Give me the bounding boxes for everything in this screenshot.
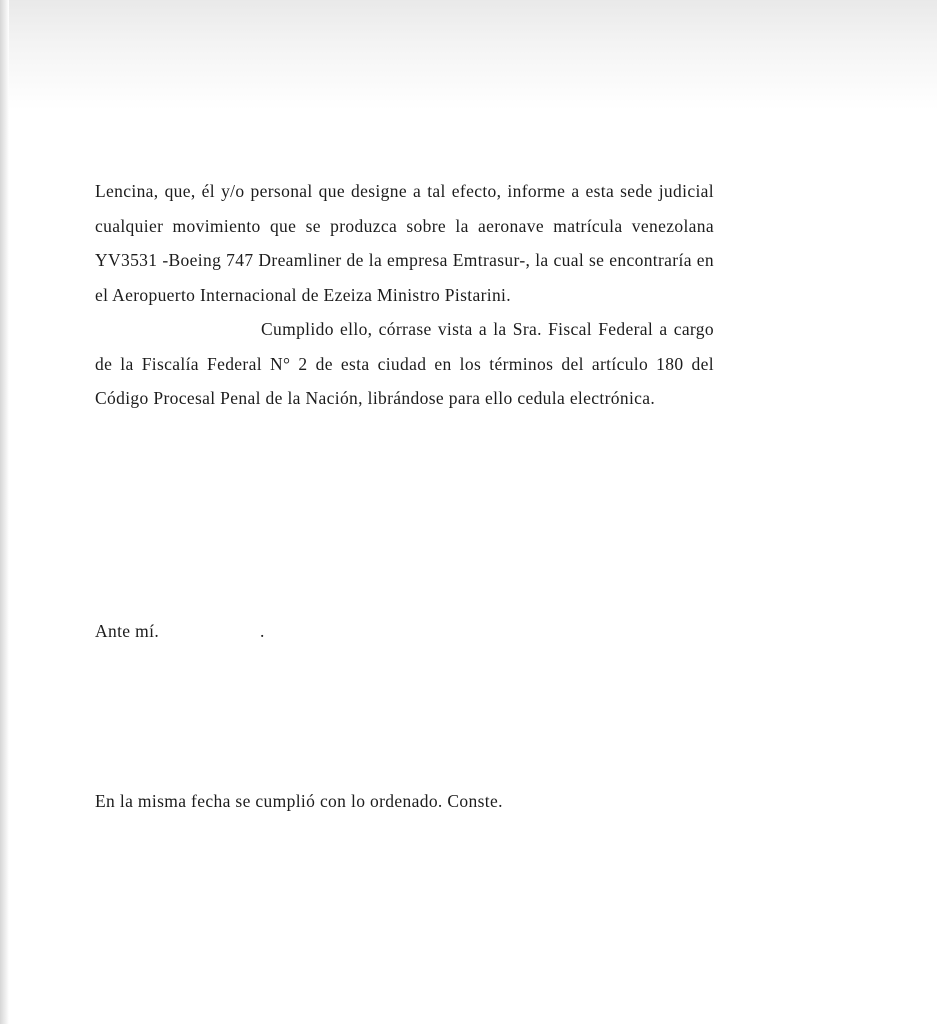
closing-statement: En la misma fecha se cumplió con lo ordenado. Conste. xyxy=(95,791,503,811)
left-page-edge xyxy=(0,0,9,1024)
ante-mi-label: Ante mí. xyxy=(95,621,160,641)
paragraph-1: Lencina, que, él y/o personal que designe a tal efecto, informe a esta sede judicial cualquier movimiento que se produzca sobre la aeronave matrícula venezolana YV3531 -Boeing 747 Dreamliner de la empresa Emtrasur-, la cual se encontraría en el Aeropuerto Internacional de Ezeiza Ministro Pistarini. xyxy=(95,181,714,305)
top-shadow xyxy=(0,0,937,110)
ante-mi-signature-dot: . xyxy=(260,621,265,641)
document-body xyxy=(95,174,714,416)
paragraph-2: Cumplido ello, córrase vista a la Sra. Fiscal Federal a cargo de la Fiscalía Federal N° 2 de esta ciudad en los términos del artículo 180 del Código Procesal Penal de la Nación, librándose para ello cedula electrónica. xyxy=(95,319,714,408)
